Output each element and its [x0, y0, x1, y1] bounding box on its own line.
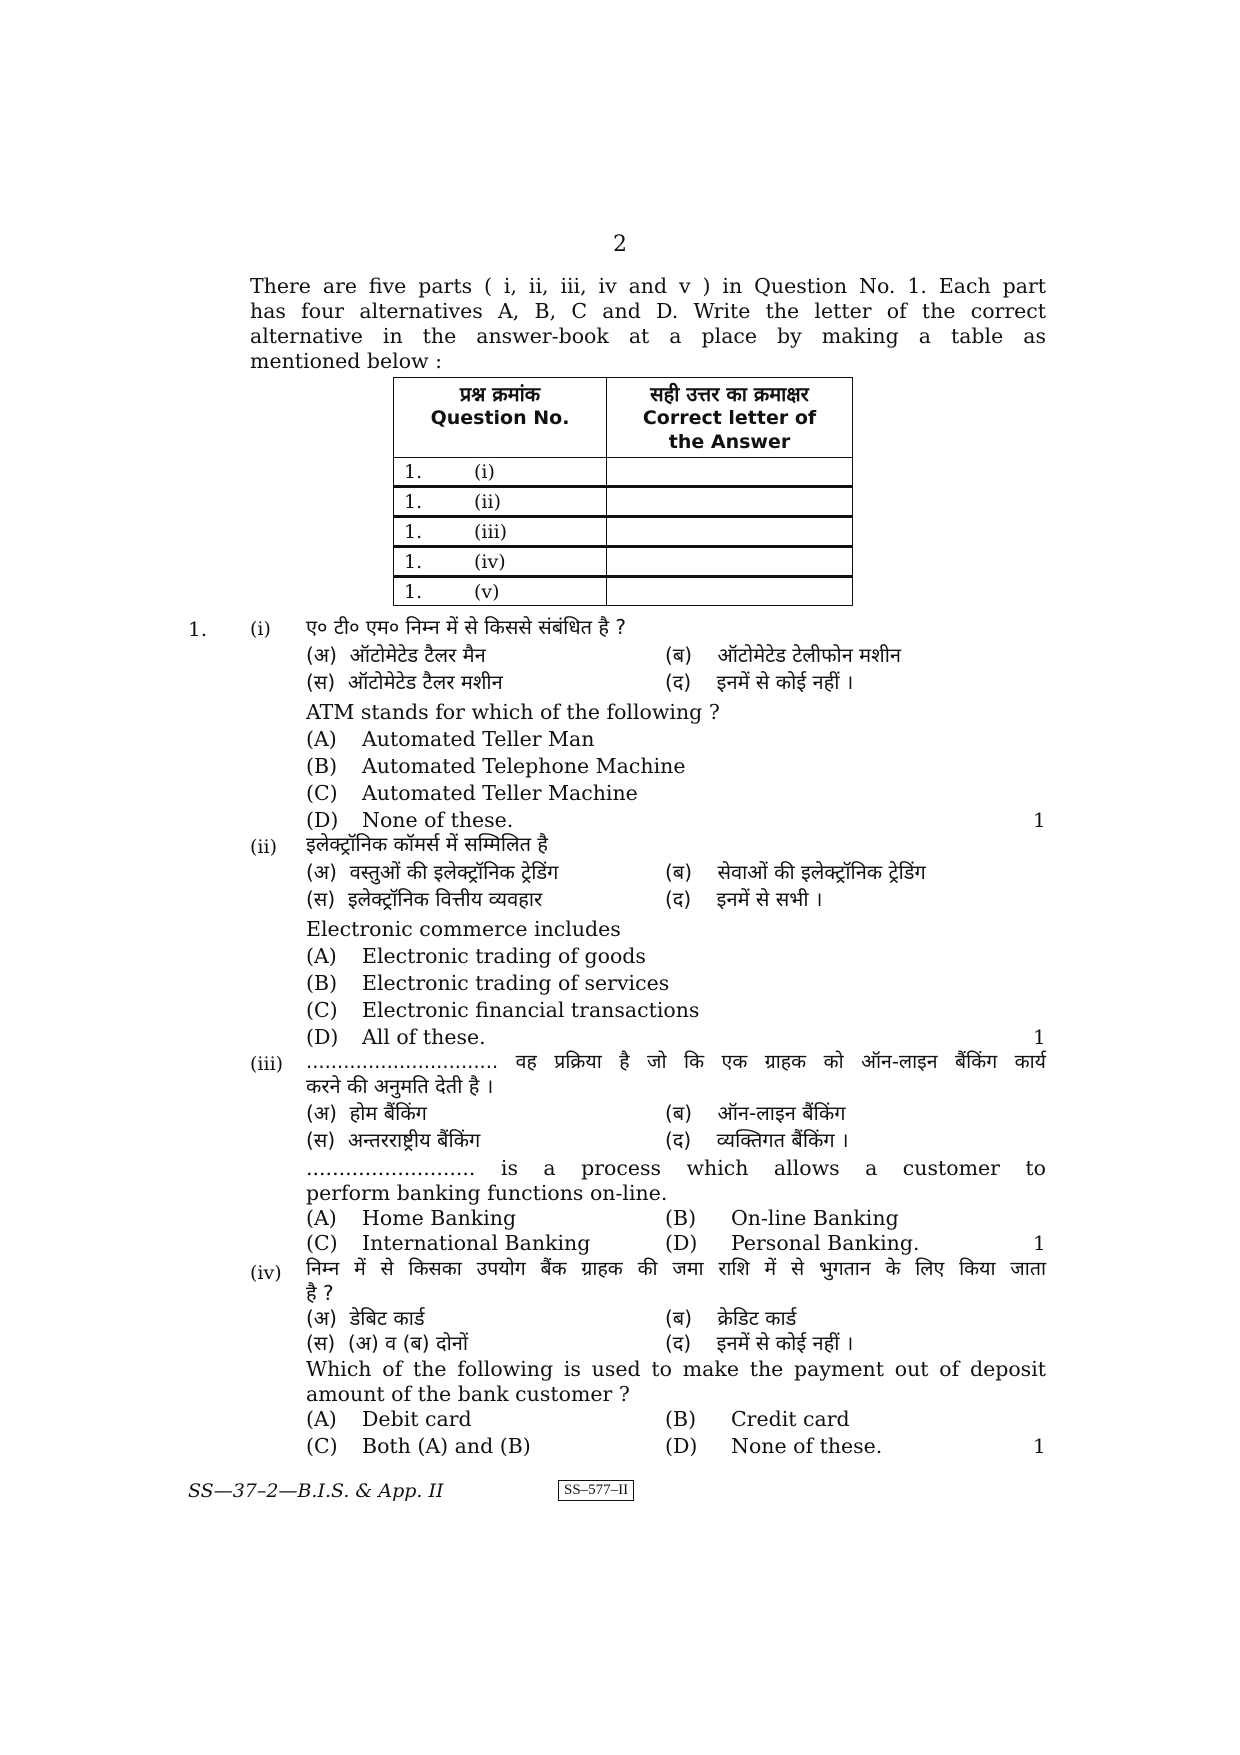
header-qno-hindi: प्रश्न क्रमांक [459, 382, 541, 406]
english-question: Which of the following is used to make the payment out of deposit [306, 1357, 1046, 1381]
header-answer-english-1: Correct letter of [642, 407, 817, 429]
row-number: 1. [404, 521, 423, 543]
hindi-question-cont: है ? [306, 1281, 334, 1305]
english-question: ATM stands for which of the following ? [306, 700, 720, 724]
hindi-question: ए० टी० एम० निम्न में से किससे संबंधित है ? [306, 615, 626, 639]
row-part: (iii) [474, 521, 508, 543]
hindi-question-cont: करने की अनुमति देती है । [306, 1074, 494, 1098]
hindi-option: (ब) ऑन-लाइन बैंकिंग [665, 1101, 846, 1125]
hindi-question: ............................... वह प्रक्रिया है जो कि एक ग्राहक को ऑन-लाइन बैंकिंग कार्य [306, 1050, 1046, 1073]
hindi-question: इलेक्ट्रॉनिक कॉमर्स में सम्मिलित है [306, 832, 548, 856]
english-option: (A) Debit card [306, 1407, 472, 1431]
instruction-line: There are five parts ( i, ii, iii, iv and v ) in Question No. 1. Each part [250, 274, 1046, 298]
row-part: (v) [474, 581, 500, 603]
hindi-option: (अ) होम बैंकिंग [306, 1101, 427, 1125]
english-option: (D) None of these. [665, 1434, 883, 1458]
english-option: (B) Credit card [665, 1407, 850, 1431]
row-number: 1. [404, 551, 423, 573]
instruction-line: has four alternatives A, B, C and D. Write the letter of the correct [250, 299, 1046, 323]
hindi-option: (अ) ऑटोमेटेड टैलर मैन [306, 643, 486, 667]
english-option: (C) Both (A) and (B) [306, 1434, 531, 1458]
footer-subject-code: SS—37–2—B.I.S. & App. II [188, 1480, 444, 1502]
hindi-option: (स) (अ) व (ब) दोनों [306, 1331, 469, 1355]
table-header-answer [607, 378, 853, 458]
hindi-option: (द) इनमें से सभी । [665, 887, 823, 911]
part-label: (ii) [250, 836, 277, 858]
hindi-option: (द) व्यक्तिगत बैंकिंग । [665, 1128, 849, 1152]
hindi-option: (अ) डेबिट कार्ड [306, 1306, 425, 1330]
hindi-option: (ब) ऑटोमेटेड टेलीफोन मशीन [665, 643, 902, 667]
answer-cell [607, 547, 853, 577]
marks: 1 [1033, 1434, 1046, 1458]
marks: 1 [1033, 808, 1046, 832]
header-answer-hindi: सही उत्तर का क्रमाक्षर [650, 382, 809, 406]
table-header-question-no [394, 378, 607, 458]
row-part: (ii) [474, 491, 501, 513]
hindi-option: (स) इलेक्ट्रॉनिक वित्तीय व्यवहार [306, 887, 543, 911]
table-row [394, 487, 853, 517]
question-number: 1. [188, 617, 208, 641]
english-option: (C) Electronic financial transactions [306, 998, 700, 1022]
answer-cell [607, 517, 853, 547]
marks: 1 [1033, 1231, 1046, 1255]
english-option: (B) Electronic trading of services [306, 971, 670, 995]
hindi-option: (स) अन्तरराष्ट्रीय बैंकिंग [306, 1128, 481, 1152]
hindi-option: (ब) क्रेडिट कार्ड [665, 1306, 797, 1330]
table-row [394, 577, 853, 606]
instruction-line: alternative in the answer-book at a place by making a table as [250, 324, 1046, 348]
answer-cell [607, 577, 853, 606]
english-option: (A) Home Banking [306, 1206, 517, 1230]
marks: 1 [1033, 1025, 1046, 1049]
english-option: (A) Automated Teller Man [306, 727, 595, 751]
row-number: 1. [404, 461, 423, 483]
header-qno-english: Question No. [430, 407, 570, 429]
answer-cell [607, 487, 853, 517]
row-part: (iv) [474, 551, 506, 573]
english-option: (A) Electronic trading of goods [306, 944, 646, 968]
english-option: (D) All of these. [306, 1025, 486, 1049]
table-row [394, 458, 853, 487]
table-row [394, 517, 853, 547]
hindi-option: (द) इनमें से कोई नहीं । [665, 670, 854, 694]
part-label: (iv) [250, 1262, 282, 1284]
hindi-option: (ब) सेवाओं की इलेक्ट्रॉनिक ट्रेडिंग [665, 860, 926, 884]
english-option: (B) Automated Telephone Machine [306, 754, 686, 778]
hindi-option: (द) इनमें से कोई नहीं । [665, 1331, 854, 1355]
english-option: (B) On-line Banking [665, 1206, 899, 1230]
english-option: (D) None of these. [306, 808, 514, 832]
english-option: (C) International Banking [306, 1231, 591, 1255]
table-row [394, 547, 853, 577]
footer-paper-code: SS–577–II [558, 1480, 634, 1501]
hindi-option: (अ) वस्तुओं की इलेक्ट्रॉनिक ट्रेडिंग [306, 860, 559, 884]
header-answer-english-2: the Answer [668, 431, 791, 453]
english-option: (C) Automated Teller Machine [306, 781, 638, 805]
english-question: Electronic commerce includes [306, 917, 621, 941]
english-option: (D) Personal Banking. [665, 1231, 920, 1255]
row-part: (i) [474, 461, 495, 483]
part-label: (iii) [250, 1053, 284, 1075]
page-number: 2 [613, 232, 627, 257]
english-question: .......................... is a process which allows a customer to [306, 1156, 1046, 1180]
row-number: 1. [404, 581, 423, 603]
hindi-question: निम्न में से किसका उपयोग बैंक ग्राहक की जमा राशि में से भुगतान के लिए किया जाता [306, 1257, 1046, 1280]
english-question-cont: amount of the bank customer ? [306, 1382, 630, 1406]
answer-cell [607, 458, 853, 487]
hindi-option: (स) ऑटोमेटेड टैलर मशीन [306, 670, 503, 694]
part-label: (i) [250, 618, 271, 640]
row-number: 1. [404, 491, 423, 513]
instruction-line: mentioned below : [250, 349, 443, 373]
instructions [250, 274, 1046, 374]
answer-table [393, 377, 853, 606]
english-question-cont: perform banking functions on-line. [306, 1181, 668, 1205]
